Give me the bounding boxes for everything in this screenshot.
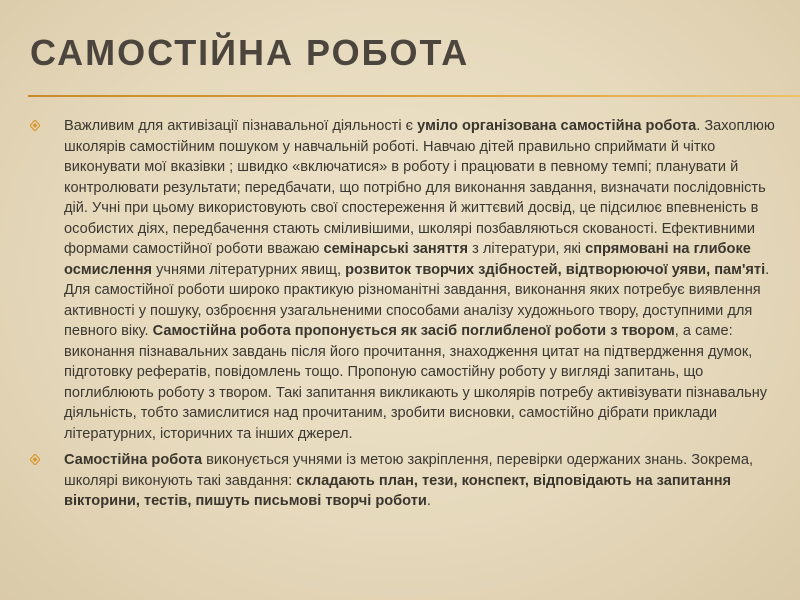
bullet-item-2 <box>30 450 778 512</box>
diamond-bullet-icon <box>30 120 40 131</box>
item-1-segment-5: з літератури, які <box>468 241 586 257</box>
item-2-segment-1: Самостійна робота <box>64 452 203 468</box>
item-2-segment-2: виконується учнями із метою закріплення, перевірки одержаних знань. Зокрема, школярі виконують такі завдання: <box>64 452 754 489</box>
slide-title: САМОСТІЙНА РОБОТА <box>30 32 470 73</box>
item-2-segment-3: складають план, тези, конспект, відповідають на запитання вікторини, тестів, пишуть письмові творчі роботи <box>64 472 732 509</box>
slide-content-list <box>30 116 778 518</box>
item-1-segment-2: уміло організована самостійна робота <box>417 118 697 134</box>
item-2-segment-4: . <box>426 493 431 509</box>
bullet-item-2-text <box>64 452 753 509</box>
item-1-segment-8: розвиток творчих здібностей, відтворюючої уяви, пам'яті <box>345 261 766 278</box>
diamond-bullet-icon <box>30 454 40 465</box>
bullet-item-1 <box>30 116 778 444</box>
item-1-segment-11: , а саме: виконання пізнавальних завдань після його прочитання, знаходження цитат на підтвердження думок, підготовку рефератів, повідомлень тощо. Пропоную самостійну роботу у вигляді запитань, що поглиблюють роботу з твором. Такі запитання викликають у школярів потребу активізувати пізнавальну діяльність, тобто замислитися над прочитаним, зробити висновки, самостійно дібрати приклади літературних, історичних та інших джерел. <box>64 323 768 442</box>
item-1-segment-1: Важливим для активізації пізнавальної діяльності є <box>64 118 418 134</box>
item-1-segment-4: семінарські заняття <box>323 241 469 257</box>
item-1-segment-9: . Для самостійної роботи широко практикую різноманітні завдання, виконання яких потребує виявлення активності у пошуку, озброєння узагальненими способами аналізу художнього твору, доступними для певного віку. <box>64 261 770 339</box>
title-divider <box>28 95 800 97</box>
item-1-segment-3: . Захоплюю школярів самостійним пошуком у навчальній роботі. Навчаю дітей правильно сприймати й чітко виконувати мої вказівки ; швидко «включатися» в роботу і працювати в певному темпі; планувати й контролювати результати; передбачати, що потрібно для виконання завдання, визначати послідовність дій. Учні при цьому використовують свої спостереження й життєвий досвід, це підсилює впевненість в особистих діях, передбачення стають сміливішими, школярі позбавляються скованості. Ефективними формами самостійної роботи вважаю <box>64 118 775 257</box>
bullet-item-1-text <box>64 118 775 442</box>
item-1-segment-7: учнями літературних явищ, <box>152 261 346 278</box>
item-1-segment-6: спрямовані на глибоке осмислення <box>64 241 751 278</box>
item-1-segment-10: Самостійна робота пропонується як засіб поглибленої роботи з твором <box>152 323 675 339</box>
